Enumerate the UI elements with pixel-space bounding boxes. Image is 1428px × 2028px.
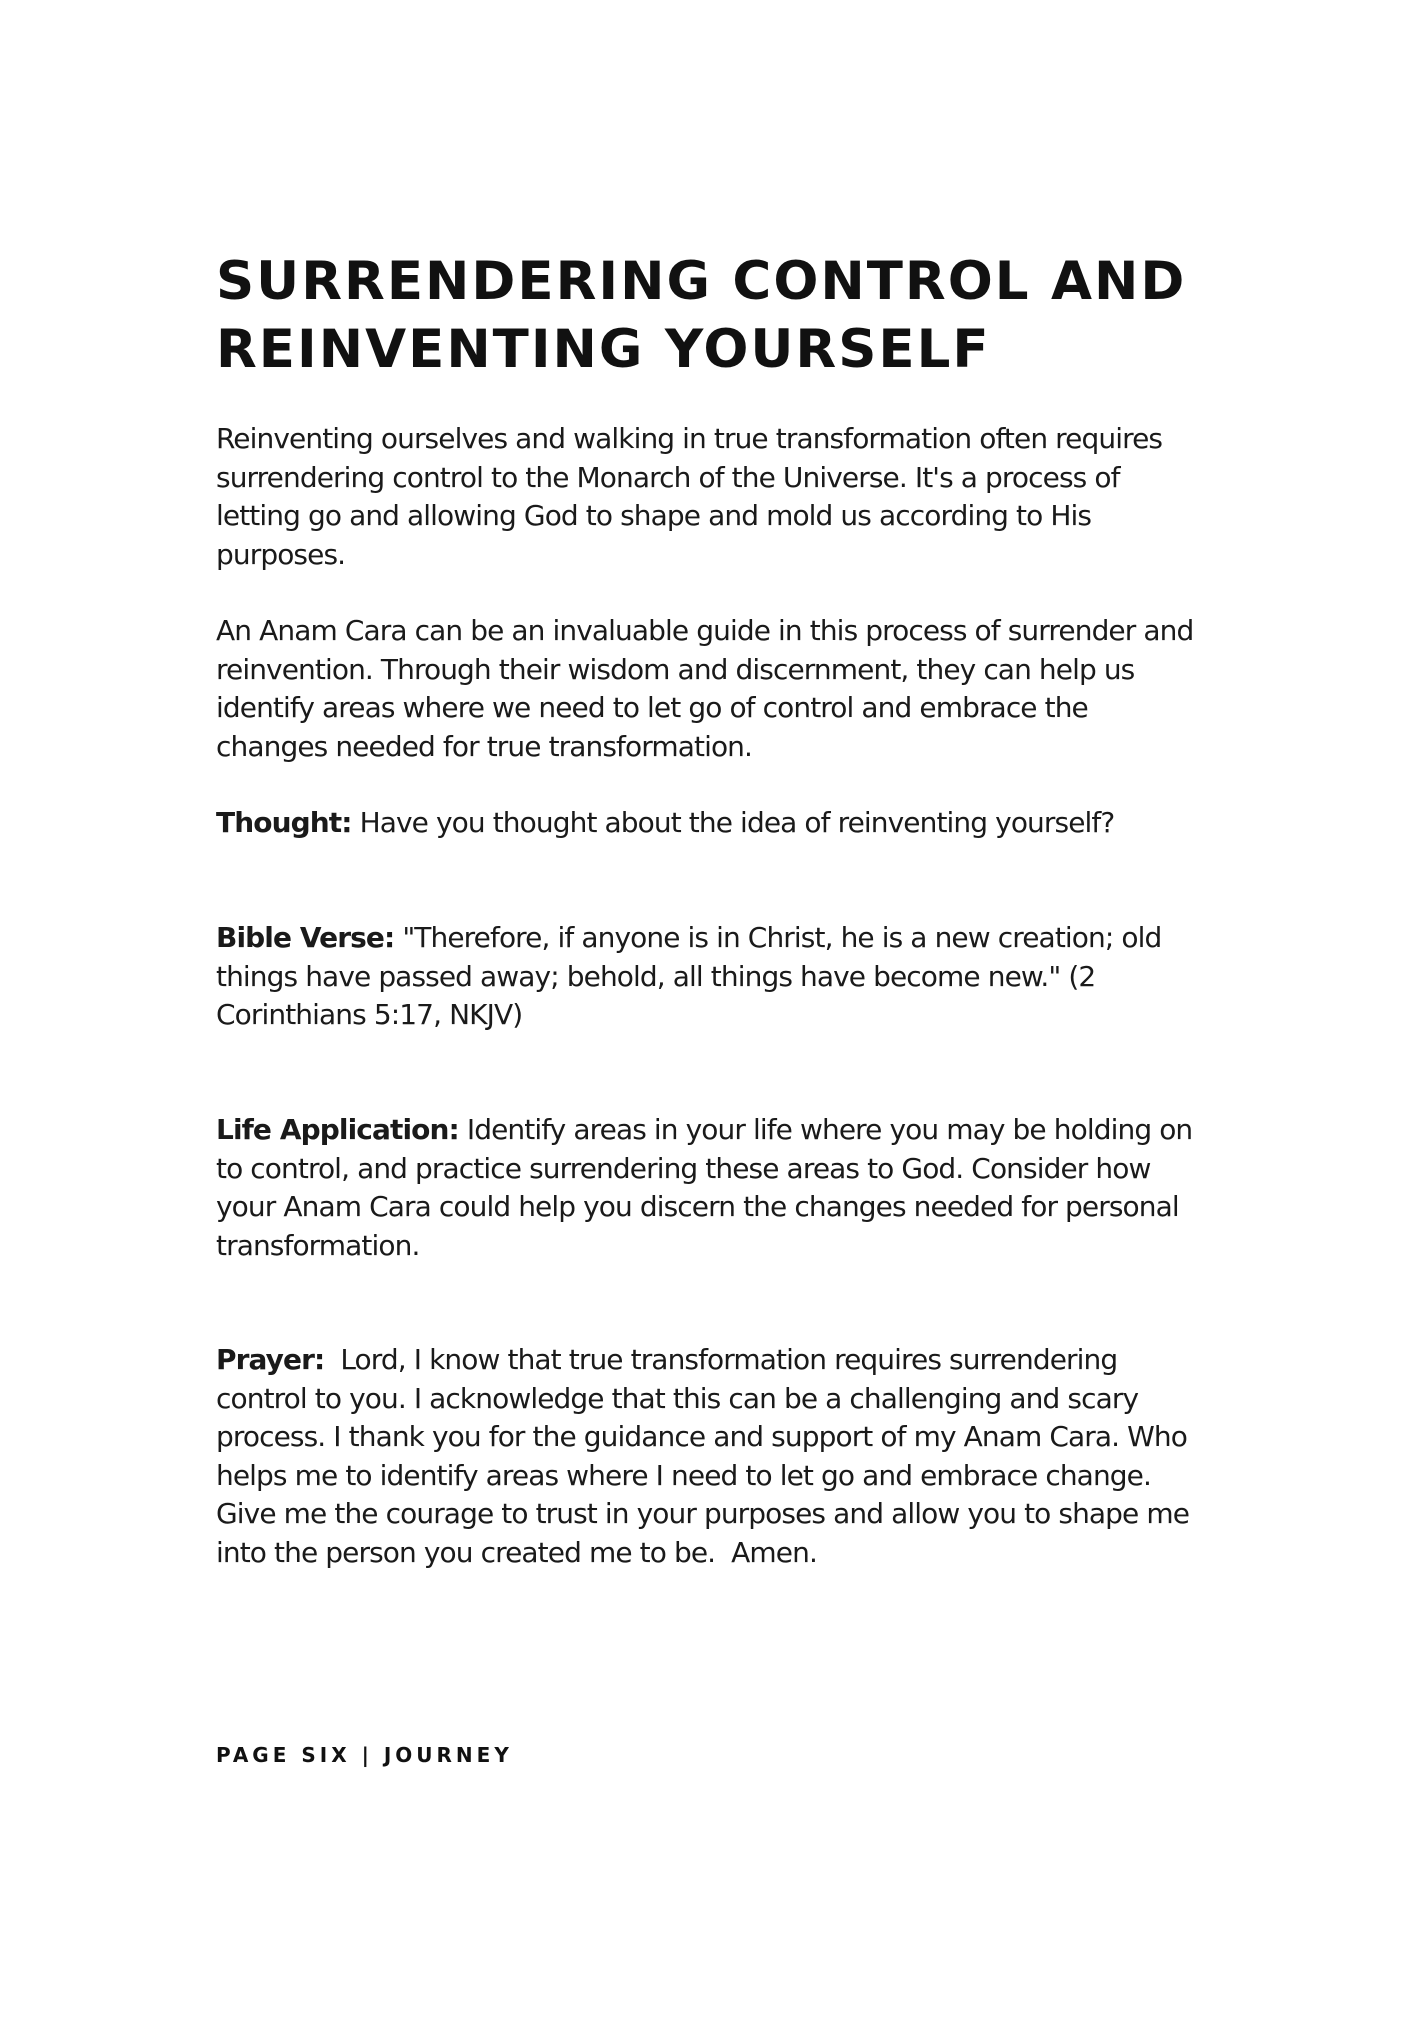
prayer-line xyxy=(216,1341,1226,1380)
bible-verse-label: Bible Verse: xyxy=(216,921,395,954)
life-application-line: your Anam Cara could help you discern the changes needed for personal xyxy=(216,1190,1179,1223)
life-application-line: to control, and practice surrendering these areas to God. Consider how xyxy=(216,1151,1151,1185)
anam-cara-paragraph xyxy=(216,612,1226,766)
bible-verse-section xyxy=(216,919,1226,1035)
title-line-1: SURRENDERING CONTROL AND xyxy=(216,251,1187,312)
paragraph-line: surrendering control to the Monarch of the Universe. It's a process of xyxy=(216,460,1120,494)
prayer-line: helps me to identify areas where I need to let go and embrace change. xyxy=(216,1458,1151,1492)
life-application-line: transformation. xyxy=(216,1228,420,1262)
life-application-label: Life Application: xyxy=(216,1113,459,1146)
prayer-line: process. I thank you for the guidance and support of my Anam Cara. Who xyxy=(216,1420,1187,1453)
paragraph-line: identify areas where we need to let go of control and embrace the xyxy=(216,691,1088,724)
life-application-text: Identify areas in your life where you may be holding on xyxy=(458,1113,1193,1146)
paragraph-line: Reinventing ourselves and walking in true transformation often requires xyxy=(216,422,1163,455)
prayer-label: Prayer: xyxy=(216,1343,325,1376)
prayer-line: control to you. I acknowledge that this can be a challenging and scary xyxy=(216,1381,1139,1415)
bible-verse-line: Corinthians 5:17, NKJV) xyxy=(216,998,523,1031)
thought-section xyxy=(216,804,1226,843)
thought-text: Have you thought about the idea of reinventing yourself? xyxy=(351,806,1115,839)
prayer-section xyxy=(216,1341,1226,1572)
thought-label: Thought: xyxy=(216,806,352,839)
prayer-text: Lord, I know that true transformation requires surrendering xyxy=(324,1343,1118,1376)
life-application-line xyxy=(216,1111,1226,1150)
paragraph-line: An Anam Cara can be an invaluable guide in this process of surrender and xyxy=(216,614,1194,647)
life-application-section xyxy=(216,1111,1226,1265)
prayer-line: Give me the courage to trust in your purposes and allow you to shape me xyxy=(216,1497,1190,1530)
paragraph-line: letting go and allowing God to shape and mold us according to His xyxy=(216,499,1092,532)
intro-paragraph xyxy=(216,420,1226,574)
page-title xyxy=(216,248,1216,384)
paragraph-line: changes needed for true transformation. xyxy=(216,729,753,763)
page-footer: PAGE SIX | JOURNEY xyxy=(216,1743,513,1767)
prayer-line: into the person you created me to be. Amen. xyxy=(216,1535,817,1569)
paragraph-line: reinvention. Through their wisdom and discernment, they can help us xyxy=(216,652,1135,686)
paragraph-line: purposes. xyxy=(216,537,346,571)
bible-verse-text: "Therefore, if anyone is in Christ, he is a new creation; old xyxy=(394,921,1162,954)
bible-verse-line: things have passed away; behold, all things have become new." (2 xyxy=(216,959,1096,993)
title-line-2: REINVENTING YOURSELF xyxy=(216,319,991,380)
thought-line xyxy=(216,804,1226,843)
bible-verse-line xyxy=(216,919,1226,958)
